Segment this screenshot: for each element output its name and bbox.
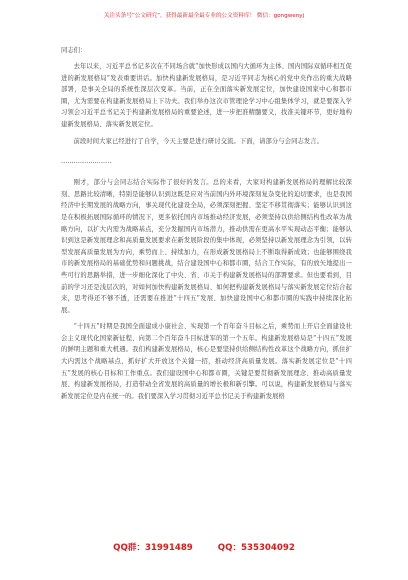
page-header-banner bbox=[0, 12, 408, 20]
ellipsis-separator: …………………… bbox=[61, 158, 112, 166]
header-promo-text: 关注头条号“公文研究”，获得最新最全最专业的公文资料库！ 微信：gongwenyj bbox=[103, 13, 305, 19]
paragraph-2: 前段时间大家已经进行了自学，今天主要是进行研讨交流。下面，请部分与会同志发言。 bbox=[73, 137, 324, 145]
qq-group-number: QQ群：31991489 bbox=[113, 543, 193, 553]
paragraph-3: 刚才，部分与会同志结合实际作了很好的发言。总的来看，大家对构建新发展格局的理解比较深刻、思路比较清晰，特别是能够认识到这既是应对当前国内外环境深刻复杂变化的迫切要求，也是我国经济中长期发展的战略方向，事关现代化建设全局，必须深刻把握、坚定不移贯彻落实；能够认识到这是在积极拓展国际循环的情况下，更多依托国内市场推动经济发展，必须坚持以供给侧结构性改革为战略方向，以扩大内需为战略基点，充分发掘国内市场潜力，推动供需在更高水平实现动态平衡；能够认识到这是新发展理念和高质量发展要求在新发展阶段的集中体现，必须坚持以新发展理念为引领，以转型发展高质量发展为方向，乘势而上、持续加力，在形成新发展格局上不断取得新成效；也能够围绕我市的新发展格局的基础优势和问题挑战，结合建设国中心和都市圈，结合工作实际，有的放矢地提出一些可行的思路举措，进一步细化深化了中央、省、市关于构建新发展格局的部署要求。但也要看到，目前的学习还是浅层次的，对如何加快构建新发展格局、如何把构建新发展格局与落实新发展定位结合起来，思考得还不够不透，还需要在推进“十四五”发展、加快建设国中心和都市圈的实践中持续深化拓展。 bbox=[61, 179, 352, 314]
qq-contact-number: QQ：535304092 bbox=[217, 543, 295, 553]
page-footer bbox=[0, 541, 408, 553]
greeting: 同志们： bbox=[61, 47, 87, 54]
paragraph-4: “十四五”时期是我国全面建成小康社会、实现第一个百年奋斗目标之后，乘势而上开启全面建设社会主义现代化国家新征程、向第二个百年奋斗目标进军的第一个五年。构建新发展格局是“十四五”发展的鲜明主题和重大机遇。我们构建新发展格局，核心是要坚持供给侧结构性改革这个战略方向，抓住扩大内需这个战略基点，抓好扩大开放这个关键一招，推动经济高质量发展。落实新发展定位是“十四五”发展的核心目标和工作重点。我们建设国中心和都市圈，关键是要贯彻新发展理念、推动高质量发展、构建新发展格局，打造带动全省发展的高质量的增长极和新引擎。可以说，构建新发展格局与落实新发展定位是内在统一的。我们要深入学习贯彻习近平总书记关于构建新发展格 bbox=[61, 323, 352, 400]
document-body bbox=[61, 46, 352, 402]
paragraph-1: 去年以来，习近平总书记多次在不同场合就“加快形成以国内大循环为主体、国内国际双循环相互促进的新发展格局”发表重要讲话。加快构建新发展格局，是习近平同志为核心的党中央作出的重大战略部署，是事关全局的系统性深层次变革。当前，正在全面落实新发展定位，加快建设国家中心和都市圈，尤为需要在构建新发展格局上下功夫。我们举办这次市管理论学习中心组集体学习，就是要深入学习领会习近平总书记关于构建新发展格局的重要论述，进一步把准精髓要义，找准关键环节，更好地构建新发展格局、落实新发展定位。 bbox=[61, 63, 352, 128]
